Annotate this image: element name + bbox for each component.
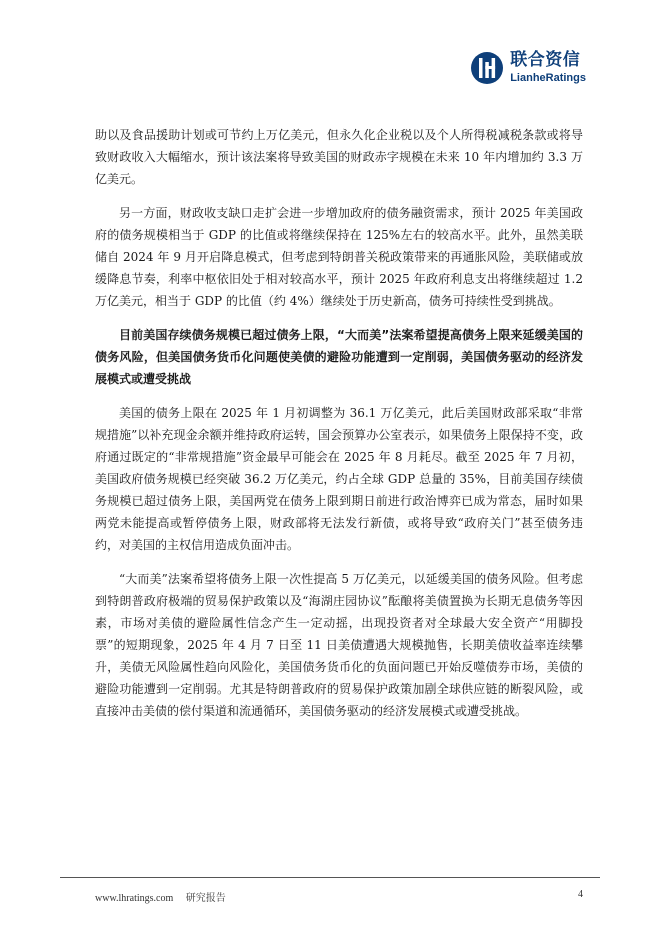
paragraph-debt-financing: 另一方面，财政收支缺口走扩会进一步增加政府的债务融资需求，预计 2025 年美国政府的债务规模相当于 GDP 的比值或将继续保持在 125%左右的较高水平。此外，虽然美联储自 2024 年 9 月开启降息模式，但考虑到特朗普关税政策带来的再通胀风险，美联储或放缓降息节奏，利率中枢依旧处于相对较高水平，预计 2025 年政府利息支出将继续超过 1.2 万亿美元，相当于 GDP 的比值（约 4%）继续处于历史新高，债务可持续性受到挑战。 — [95, 206, 583, 308]
footer-url: www.lhratings.com — [95, 893, 174, 904]
paragraph-bill-impact: “大而美”法案希望将债务上限一次性提高 5 万亿美元，以延缓美国的债务风险。但考虑到特朗普政府极端的贸易保护政策以及“海湖庄园协议”酝酿将美债置换为长期无息债务等因素，市场对美债的避险属性信念产生一定动摇，出现投资者对全球最大安全资产“用脚投票”的短期现象，2025 年 4 月 7 日至 11 日美债遭遇大规模抛售，长期美债收益率连续攀升，美债无风险属性趋向风险化，美国债务货币化的负面问题已开始反噬债券市场，美债的避险功能遭到一定削弱。尤其是特朗普政府的贸易保护政策加剧全球供应链的断裂风险，或直接冲击美债的偿付渠道和流通循环，美国债务驱动的经济发展模式或遭受挑战。 — [95, 572, 583, 718]
footer-doc-type: 研究报告 — [185, 893, 226, 904]
page-footer — [95, 889, 583, 904]
section-heading: 目前美国存续债务规模已超过债务上限，“大而美”法案希望提高债务上限来延缓美国的债务风险，但美国债务货币化问题使美债的避险功能遭到一定削弱，美国债务驱动的经济发展模式或遭受挑战 — [95, 328, 583, 386]
document-body — [95, 124, 583, 722]
lianhe-logo-icon — [470, 51, 504, 85]
paragraph-continuation: 助以及食品援助计划或可节约上万亿美元，但永久化企业税以及个人所得税减税条款或将导致财政收入大幅缩水，预计该法案将导致美国的财政赤字规模在未来 10 年内增加约 3.3 万亿美元。 — [95, 128, 583, 186]
logo-english-name: LianheRatings — [510, 72, 586, 84]
logo-chinese-name: 联合资信 — [510, 50, 581, 70]
page-number: 4 — [578, 889, 583, 900]
paragraph-debt-ceiling: 美国的债务上限在 2025 年 1 月初调整为 36.1 万亿美元，此后美国财政部采取“非常规措施”以补充现金余额并维持政府运转，国会预算办公室表示，如果债务上限保持不变，政府通过既定的“非常规措施”资金最早可能会在 2025 年 8 月耗尽。截至 2025 年 7 月初，美国政府债务规模已经突破 36.2 万亿美元，约占全球 GDP 总量的 35%，目前美国存续债务规模已超过债务上限，美国两党在债务上限到期日前进行政治博弈已成为常态，届时如果两党未能提高或暂停债务上限，财政部将无法发行新债，或将导致“政府关门”甚至债务违约，对美国的主权信用造成负面冲击。 — [95, 406, 583, 552]
footer-divider — [60, 877, 600, 878]
header-logo — [470, 48, 586, 88]
